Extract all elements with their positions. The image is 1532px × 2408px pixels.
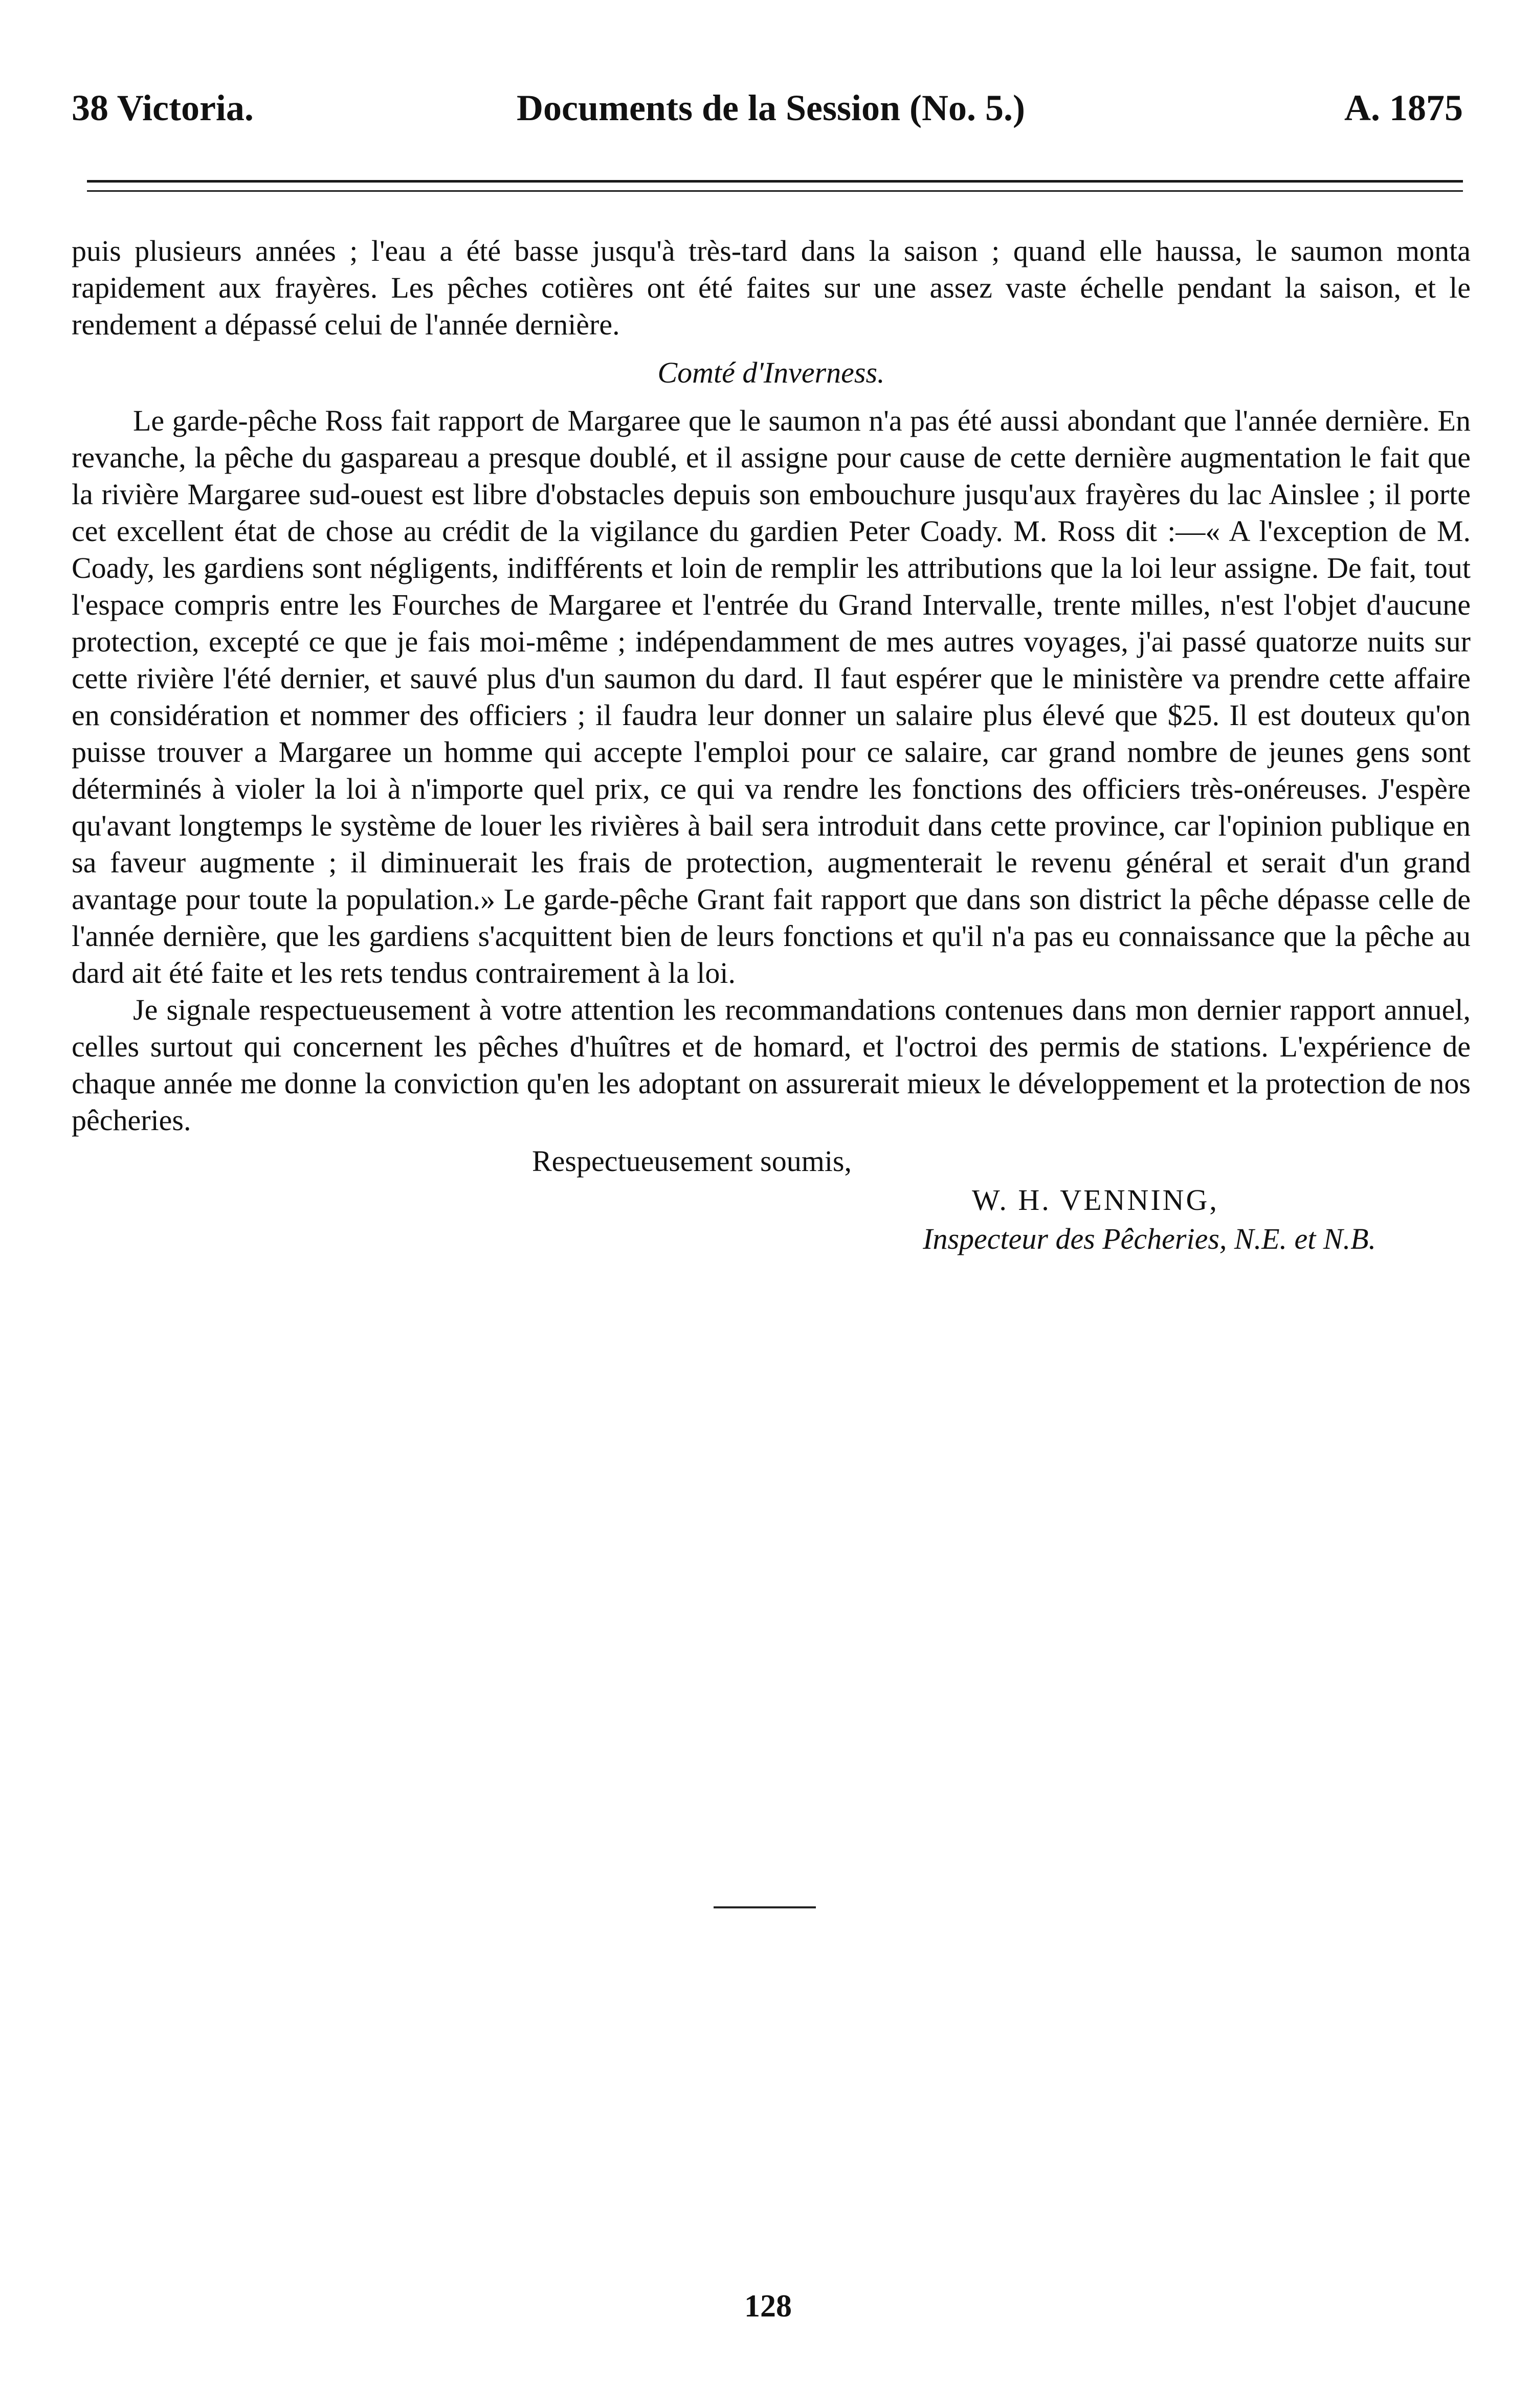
header-rule-top <box>87 180 1463 183</box>
paragraph-continued: puis plusieurs années ; l'eau a été basse jusqu'à très-tard dans la saison ; quand elle haussa, le saumon monta rapidement aux frayères. Les pêches cotières ont été faites sur une assez vaste échelle pendant la saison, et le rendement a dépassé celui de l'année dernière. <box>72 234 1471 341</box>
signature-name: W. H. VENNING, <box>972 1183 1219 1217</box>
running-header <box>72 87 1463 143</box>
header-rule-bottom <box>87 190 1463 192</box>
page-number: 128 <box>744 2289 792 2324</box>
paragraph-inverness: Le garde-pêche Ross fait rapport de Margaree que le saumon n'a pas été aussi abondant que l'année dernière. En revanche, la pêche du gaspareau a presque doublé, et il assigne pour cause de cette dernière augmentation le fait que la rivière Margaree sud-ouest est libre d'obstacles depuis son embouchure jusqu'aux frayères du lac Ainslee ; il porte cet excellent état de chose au crédit de la vigilance du gardien Peter Coady. M. Ross dit :—« A l'exception de M. Coady, les gardiens sont négligents, indifférents et loin de remplir les attributions que la loi leur assigne. De fait, tout l'espace compris entre les Fourches de Margaree et l'entrée du Grand Intervalle, trente milles, n'est l'objet d'aucune protection, excepté ce que je fais moi-même ; indépendamment de mes autres voyages, j'ai passé quatorze nuits sur cette rivière l'été dernier, et sauvé plus d'un saumon du dard. Il faut espérer que le ministère va prendre cette affaire en considération et nommer des officiers ; il faudra leur donner un salaire plus élevé que $25. Il est douteux qu'on puisse trouver a Margaree un homme qui accepte l'emploi pour ce salaire, car grand nombre de jeunes gens sont déterminés à violer la loi à n'importe quel prix, ce qui va rendre les fonctions des officiers très-onéreuses. J'espère qu'avant longtemps le système de louer les rivières à bail sera introduit dans cette province, car l'opinion publique en sa faveur augmente ; il diminuerait les frais de protection, augmenterait le revenu général et serait d'un grand avantage pour toute la population.» Le garde-pêche Grant fait rapport que dans son district la pêche dépasse celle de l'année dernière, que les gardiens s'acquittent bien de leurs fonctions et qu'il n'a pas eu connaissance que la pêche au dard ait été faite et les rets tendus contrairement à la loi. <box>72 404 1471 989</box>
paragraph-recommendations: Je signale respectueusement à votre attention les recommandations contenues dans mon dernier rapport annuel, celles surtout qui concernent les pêches d'huîtres et de homard, et l'octroi des permis de stations. L'expérience de chaque année me donne la conviction qu'en les adoptant on assurerait mieux le développement et la protection de nos pêcheries. <box>72 993 1471 1137</box>
report-body <box>72 233 1471 1257</box>
signature-title: Inspecteur des Pêcheries, N.E. et N.B. <box>923 1222 1376 1255</box>
section-heading: Comté d'Inverness. <box>657 356 885 389</box>
header-title: Documents de la Session (No. 5.) <box>517 87 1026 128</box>
header-year: A. 1875 <box>1344 87 1463 128</box>
header-volume: 38 Victoria. <box>72 87 254 128</box>
section-divider <box>714 1906 816 1908</box>
closing-salutation: Respectueusement soumis, <box>532 1144 852 1178</box>
